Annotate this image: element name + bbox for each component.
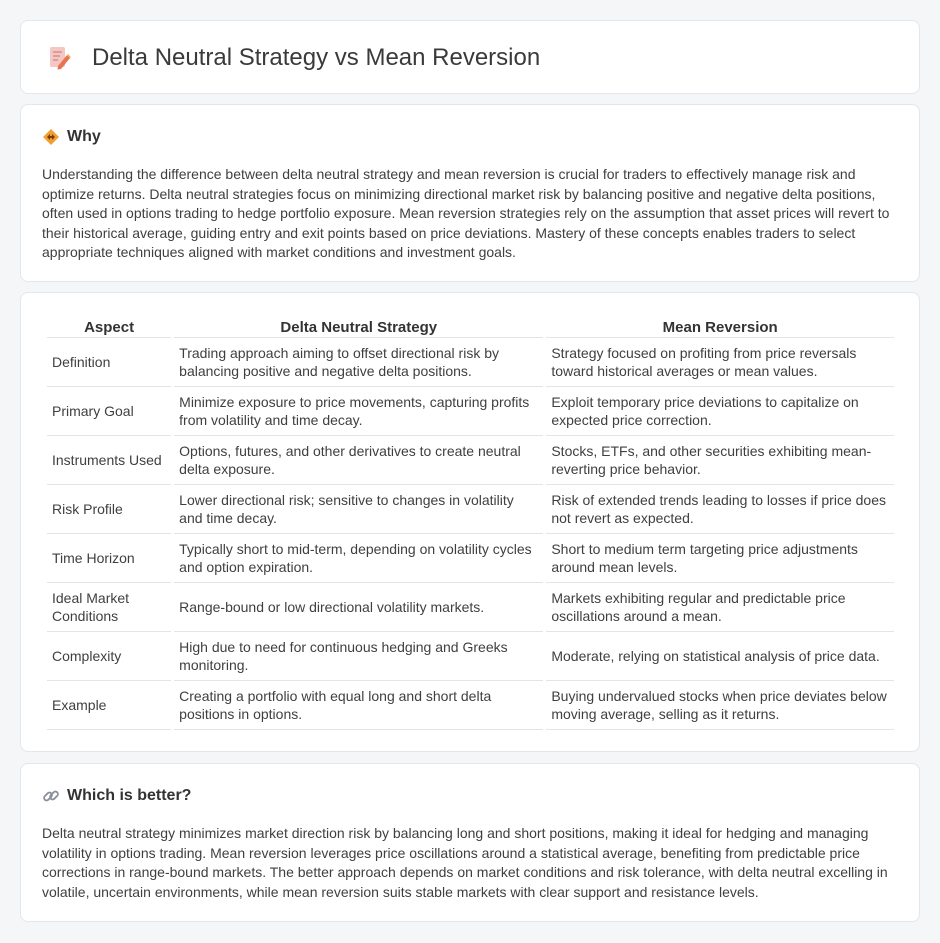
mean-reversion-cell: Markets exhibiting regular and predictable price oscillations around a mean. xyxy=(546,583,894,632)
aspect-cell: Instruments Used xyxy=(47,436,171,485)
table-row xyxy=(47,681,894,730)
table-header-row xyxy=(47,315,894,338)
document-pencil-icon xyxy=(45,44,73,72)
page-title: Delta Neutral Strategy vs Mean Reversion xyxy=(92,44,541,71)
header-aspect: Aspect xyxy=(47,315,171,338)
table-row xyxy=(47,632,894,681)
mean-reversion-cell: Short to medium term targeting price adjustments around mean levels. xyxy=(546,534,894,583)
table-row xyxy=(47,387,894,436)
aspect-cell: Complexity xyxy=(47,632,171,681)
aspect-cell: Risk Profile xyxy=(47,485,171,534)
delta-neutral-cell: Creating a portfolio with equal long and short delta positions in options. xyxy=(174,681,543,730)
why-title: Why xyxy=(67,128,101,145)
table-row xyxy=(47,583,894,632)
table-row xyxy=(47,338,894,387)
delta-neutral-cell: Lower directional risk; sensitive to changes in volatility and time decay. xyxy=(174,485,543,534)
mean-reversion-cell: Stocks, ETFs, and other securities exhibiting mean-reverting price behavior. xyxy=(546,436,894,485)
which-is-better-title: Which is better? xyxy=(67,787,192,804)
delta-neutral-cell: Trading approach aiming to offset directional risk by balancing positive and negative delta positions. xyxy=(174,338,543,387)
comparison-table xyxy=(44,315,897,730)
mean-reversion-cell: Risk of extended trends leading to losses if price does not revert as expected. xyxy=(546,485,894,534)
link-icon xyxy=(42,787,60,805)
aspect-cell: Ideal Market Conditions xyxy=(47,583,171,632)
mean-reversion-cell: Buying undervalued stocks when price deviates below moving average, selling as it returns. xyxy=(546,681,894,730)
aspect-cell: Example xyxy=(47,681,171,730)
aspect-cell: Time Horizon xyxy=(47,534,171,583)
delta-neutral-cell: High due to need for continuous hedging and Greeks monitoring. xyxy=(174,632,543,681)
why-section xyxy=(20,104,920,282)
which-is-better-section xyxy=(20,763,920,922)
delta-neutral-cell: Typically short to mid-term, depending on volatility cycles and option expiration. xyxy=(174,534,543,583)
mean-reversion-cell: Strategy focused on profiting from price reversals toward historical averages or mean values. xyxy=(546,338,894,387)
aspect-cell: Primary Goal xyxy=(47,387,171,436)
mean-reversion-cell: Moderate, relying on statistical analysis of price data. xyxy=(546,632,894,681)
table-row xyxy=(47,436,894,485)
delta-neutral-cell: Options, futures, and other derivatives to create neutral delta exposure. xyxy=(174,436,543,485)
comparison-section xyxy=(20,292,920,752)
table-row xyxy=(47,485,894,534)
which-is-better-text: Delta neutral strategy minimizes market direction risk by balancing long and short positions, making it ideal for hedging and managing volatility in options trading. Mean reversion leverages price oscillations around a statistical average, benefiting from predictable price corrections in range-bound markets. The better approach depends on market conditions and risk tolerance, with delta neutral excelling in volatile, uncertain environments, while mean reversion suits stable markets with clear support and resistance levels. xyxy=(42,825,888,900)
why-text: Understanding the difference between delta neutral strategy and mean reversion is crucial for traders to effectively manage risk and optimize returns. Delta neutral strategies focus on minimizing directional market risk by balancing positive and negative delta positions, often used in options trading to hedge portfolio exposure. Mean reversion strategies rely on the assumption that asset prices will revert to their historical average, guiding entry and exit points based on price deviations. Mastery of these concepts enables traders to select appropriate techniques aligned with market conditions and investment goals. xyxy=(42,166,890,261)
header-delta-neutral: Delta Neutral Strategy xyxy=(174,315,543,338)
delta-neutral-cell: Range-bound or low directional volatility markets. xyxy=(174,583,543,632)
delta-neutral-cell: Minimize exposure to price movements, capturing profits from volatility and time decay. xyxy=(174,387,543,436)
aspect-cell: Definition xyxy=(47,338,171,387)
diamond-arrows-icon xyxy=(42,128,60,146)
mean-reversion-cell: Exploit temporary price deviations to capitalize on expected price correction. xyxy=(546,387,894,436)
title-card xyxy=(20,20,920,94)
header-mean-reversion: Mean Reversion xyxy=(546,315,894,338)
table-row xyxy=(47,534,894,583)
